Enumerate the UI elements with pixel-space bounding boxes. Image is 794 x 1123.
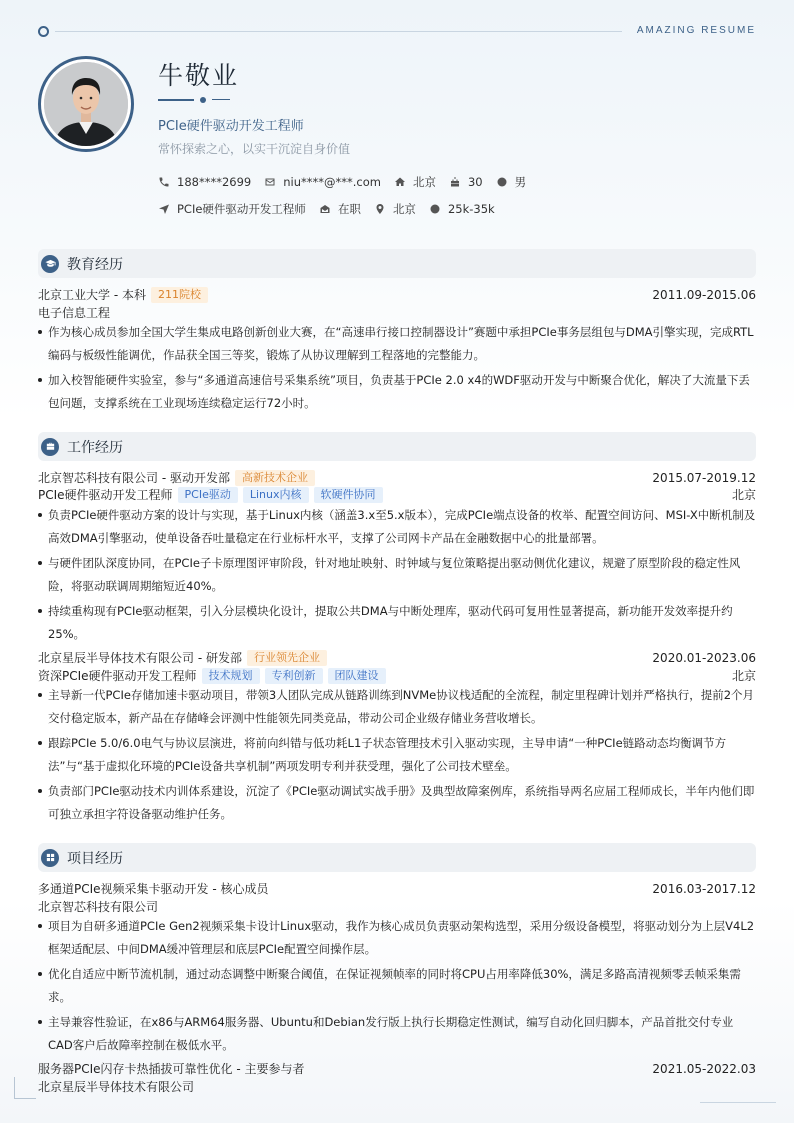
corner-decoration <box>14 1077 15 1099</box>
work-city: 北京 <box>731 488 756 502</box>
work-date: 2015.07-2019.12 <box>652 470 756 485</box>
section-work <box>38 432 756 461</box>
section-title: 工作经历 <box>67 439 123 456</box>
skill-tag: Linux内核 <box>243 487 309 503</box>
work-position-line <box>38 667 756 684</box>
email-item <box>264 175 381 189</box>
project-company-line <box>38 898 756 915</box>
salary-text: 25k-35k <box>447 202 495 216</box>
section-education <box>38 249 756 278</box>
job-title: PCIe硬件驱动开发工程师 <box>158 119 304 134</box>
home-text: 北京 <box>412 175 436 189</box>
list-item: 项目为自研多通道PCIe Gen2视频采集卡设计Linux驱动，我作为核心成员负责驱动架构选型，采用分级设备模型，将驱动划分为上层V4L2框架适配层、中间DMA缓冲管理层和底层PCIe配置空间操作层。 <box>38 915 756 961</box>
section-title: 项目经历 <box>67 850 123 867</box>
skill-tag: 专利创新 <box>265 668 323 684</box>
list-item: 负责部门PCIe驱动技术内训体系建设，沉淀了《PCIe驱动调试实战手册》及典型故障案例库，系统指导两名应届工程师成长，半年内他们即可独立承担字符设备驱动维护任务。 <box>38 780 756 826</box>
company-role: 北京智芯科技有限公司 - 驱动开发部 <box>38 471 230 485</box>
project-date: 2016.03-2017.12 <box>652 881 756 896</box>
work-position-line <box>38 486 756 503</box>
divider <box>55 31 622 32</box>
list-item: 加入校智能硬件实验室，参与“多通道高速信号采集系统”项目，负责基于PCIe 2.0 x4的WDF驱动开发与中断聚合优化，解决了大流量下丢包问题，支撑系统在工业现场连续稳定运行72小时。 <box>38 369 756 415</box>
school-degree: 北京工业大学 - 本科 <box>38 288 146 302</box>
skill-tag: 软硬件协同 <box>314 487 383 503</box>
status-text: 在职 <box>337 202 361 216</box>
skill-tag: 团队建设 <box>328 668 386 684</box>
list-item: 优化自适应中断节流机制，通过动态调整中断聚合阈值，在保证视频帧率的同时将CPU占用率降低30%，满足多路高清视频零丢帧采集需求。 <box>38 963 756 1009</box>
briefcase-icon <box>45 441 56 452</box>
company-tag: 行业领先企业 <box>247 650 327 666</box>
salary-item <box>429 202 495 216</box>
education-header <box>38 286 756 303</box>
section-title: 教育经历 <box>67 256 123 273</box>
contact-row <box>158 174 539 190</box>
corner-decoration <box>14 1098 36 1099</box>
project-header <box>38 1060 756 1077</box>
avatar-portrait-icon <box>44 62 128 146</box>
gender-item <box>496 174 527 190</box>
position: PCIe硬件驱动开发工程师 <box>38 488 173 502</box>
work-date: 2020.01-2023.06 <box>652 650 756 665</box>
target-city-text: 北京 <box>392 202 416 216</box>
corner-decoration <box>700 1102 776 1103</box>
list-item: 作为核心成员参加全国大学生集成电路创新创业大赛，在“高速串行接口控制器设计”赛题中承担PCIe事务层组包与DMA引擎实现，完成RTL编码与板级性能调优，作品获全国三等奖，锻炼了从协议理解到工程落地的完整能力。 <box>38 321 756 367</box>
target-city-item <box>374 201 416 217</box>
project-company-line <box>38 1078 756 1095</box>
candidate-name: 牛敬业 <box>158 61 240 90</box>
phone-icon <box>158 176 170 188</box>
avatar <box>38 56 134 152</box>
work-header <box>38 469 756 486</box>
motto: 常怀探索之心，以实干沉淀自身价值 <box>158 142 351 156</box>
home-item <box>394 174 436 190</box>
ring-icon <box>38 26 49 37</box>
cake-icon <box>449 176 461 188</box>
project-name-role: 服务器PCIe闪存卡热插拔可靠性优化 - 主要参与者 <box>38 1062 305 1076</box>
major: 电子信息工程 <box>38 306 111 320</box>
target-position-item <box>158 201 306 217</box>
job-intent-row <box>158 201 508 217</box>
gender-icon <box>496 176 508 188</box>
location-pin-icon <box>374 203 386 215</box>
mail-icon <box>264 176 276 188</box>
school-tag: 211院校 <box>151 287 208 303</box>
name-underline <box>158 96 232 104</box>
gender-text: 男 <box>514 175 527 189</box>
target-position-text: PCIe硬件驱动开发工程师 <box>177 202 306 216</box>
list-item: 主导兼容性验证，在x86与ARM64服务器、Ubuntu和Debian发行版上执行长期稳定性测试，编写自动化回归脚本，产品首批交付专业CAD客户后故障率控制在极低水平。 <box>38 1011 756 1057</box>
list-item: 负责PCIe硬件驱动方案的设计与实现，基于Linux内核（涵盖3.x至5.x版本），完成PCIe端点设备的枚举、配置空间访问、MSI-X中断机制及高效DMA引擎驱动，使单设备吞吐量稳定在行业标杆水平，支撑了公司网卡产品在金融数据中心的批量部署。 <box>38 504 756 550</box>
age-item <box>449 175 483 189</box>
education-major-line <box>38 304 756 321</box>
graduation-cap-icon <box>45 258 56 269</box>
send-icon <box>158 203 170 215</box>
grid-icon <box>45 852 56 863</box>
section-project <box>38 843 756 872</box>
company-role: 北京星辰半导体技术有限公司 - 研发部 <box>38 651 242 665</box>
project-date: 2021.05-2022.03 <box>652 1061 756 1076</box>
list-item: 与硬件团队深度协同，在PCIe子卡原理图评审阶段，针对地址映射、时钟域与复位策略提出驱动侧优化建议，规避了原型阶段的稳定性风险，将驱动联调周期缩短近40%。 <box>38 552 756 598</box>
education-date: 2011.09-2015.06 <box>652 287 756 302</box>
company-tag: 高新技术企业 <box>235 470 315 486</box>
project-name-role: 多通道PCIe视频采集卡驱动开发 - 核心成员 <box>38 882 269 896</box>
position: 资深PCIe硬件驱动开发工程师 <box>38 669 197 683</box>
project-company: 北京星辰半导体技术有限公司 <box>38 1080 195 1094</box>
email-text: niu****@***.com <box>283 175 381 189</box>
brand-label: AMAZING RESUME <box>636 25 756 36</box>
skill-tag: PCIe驱动 <box>178 487 238 503</box>
list-item: 跟踪PCIe 5.0/6.0电气与协议层演进，将前向纠错与低功耗L1子状态管理技术引入驱动实现，主导申请“一种PCIe链路动态均衡调节方法”与“基于虚拟化环境的PCIe设备共享机制”两项发明专利并获受理，强化了公司技术壁垒。 <box>38 732 756 778</box>
coin-icon <box>429 203 441 215</box>
work-city: 北京 <box>731 669 756 683</box>
project-header <box>38 880 756 897</box>
top-decoration <box>38 26 756 38</box>
skill-tag: 技术规划 <box>202 668 260 684</box>
list-item: 持续重构现有PCIe驱动框架，引入分层模块化设计，提取公共DMA与中断处理库，驱动代码可复用性显著提高，新功能开发效率提升约25%。 <box>38 600 756 646</box>
project-company: 北京智芯科技有限公司 <box>38 900 159 914</box>
phone-text: 188****2699 <box>177 175 252 189</box>
inbox-icon <box>319 203 331 215</box>
list-item: 主导新一代PCIe存储加速卡驱动项目，带领3人团队完成从链路训练到NVMe协议栈适配的全流程，制定里程碑计划并严格执行，提前2个月交付稳定版本，新产品在存储峰会评测中性能领先同类竞品，带动公司企业级存储业务营收增长。 <box>38 684 756 730</box>
phone-item <box>158 175 251 189</box>
home-icon <box>394 176 406 188</box>
age-text: 30 <box>467 175 483 189</box>
status-item <box>319 201 361 217</box>
work-header <box>38 649 756 666</box>
